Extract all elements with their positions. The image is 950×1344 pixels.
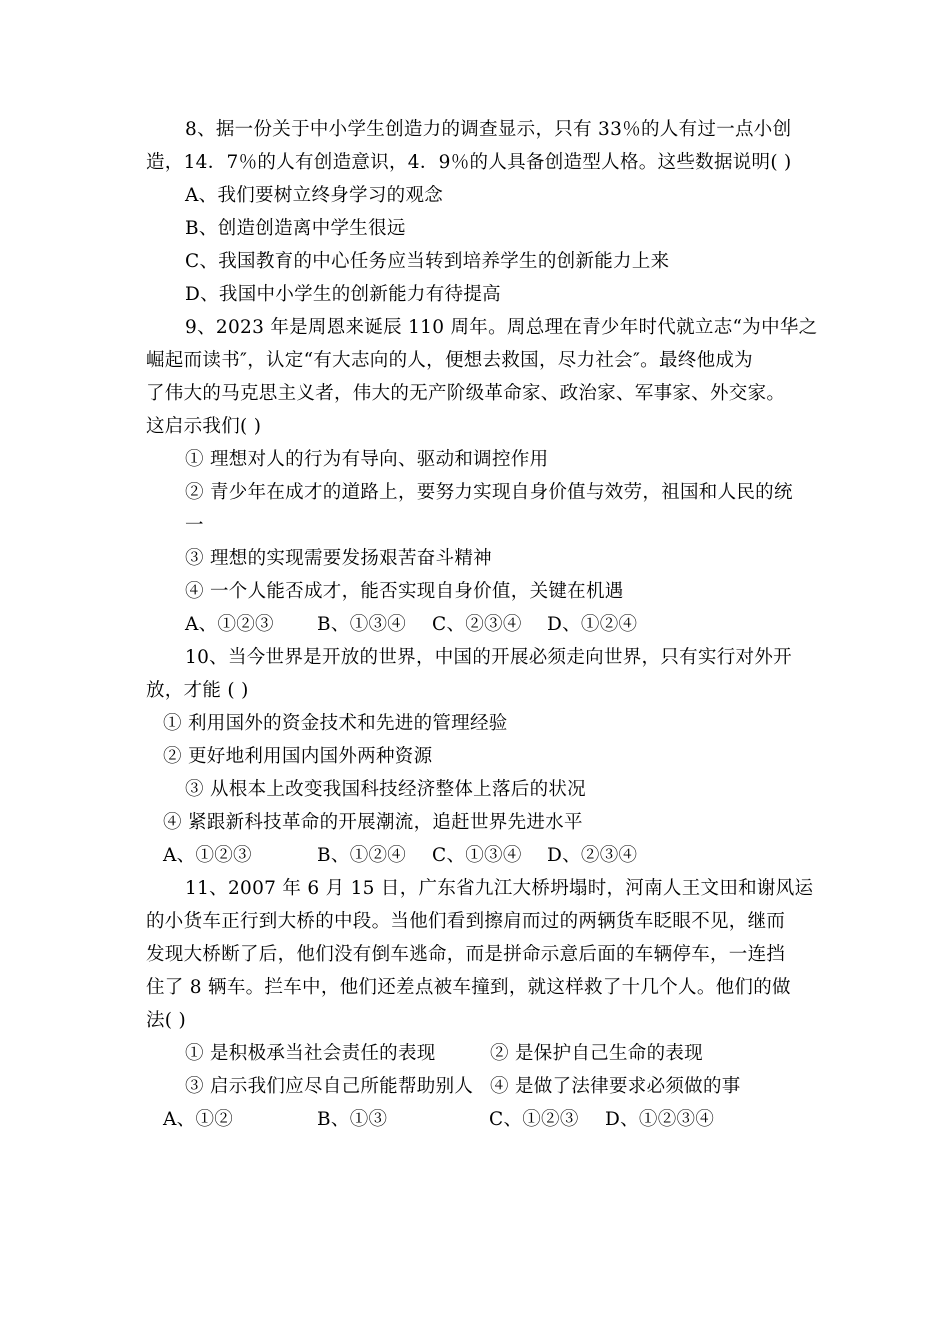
q9-stem-line-2: 崛起而读书″，认定“有大志向的人，便想去救国，尽力社会″。最终他成为 <box>146 350 753 371</box>
q10-option-a: A、①②③ <box>163 845 252 866</box>
q11-stem-line-3: 发现大桥断了后，他们没有倒车逃命，而是拼命示意后面的车辆停车，一连挡 <box>146 944 786 965</box>
q11-statement-4: ④ 是做了法律要求必须做的事 <box>490 1076 741 1097</box>
q10-option-d: D、②③④ <box>547 845 638 866</box>
q9-option-b: B、①③④ <box>317 614 407 635</box>
q11-statement-2: ② 是保护自己生命的表现 <box>490 1043 703 1064</box>
q9-statement-1: ① 理想对人的行为有导向、驱动和调控作用 <box>185 449 549 470</box>
q9-option-d: D、①②④ <box>547 614 638 635</box>
q11-statement-1: ① 是积极承当社会责任的表现 <box>185 1043 436 1064</box>
q11-option-c: C、①②③ <box>489 1109 579 1130</box>
q11-option-b: B、①③ <box>317 1109 388 1130</box>
q9-statement-4: ④ 一个人能否成才，能否实现自身价值，关键在机遇 <box>185 581 624 602</box>
q8-stem-line-1: 8、据一份关于中小学生创造力的调查显示，只有 33％的人有过一点小创 <box>185 119 792 140</box>
q9-option-a: A、①②③ <box>185 614 274 635</box>
q9-options <box>185 612 637 638</box>
q9-stem-line-1: 9、2023 年是周恩来诞辰 110 周年。周总理在青少年时代就立志“为中华之 <box>185 317 818 338</box>
q8-option-d: D、我国中小学生的创新能力有待提高 <box>185 284 501 305</box>
q11-option-d: D、①②③④ <box>605 1109 715 1130</box>
q11-options <box>163 1107 714 1133</box>
q9-statement-2-cont: 一 <box>185 515 204 536</box>
q10-statement-3: ③ 从根本上改变我国科技经济整体上落后的状况 <box>185 779 586 800</box>
q10-options <box>163 843 637 869</box>
q10-statement-4: ④ 紧跟新科技革命的开展潮流，追赶世界先进水平 <box>163 812 583 833</box>
q8-option-b: B、创造创造离中学生很远 <box>185 218 406 239</box>
q11-stem-line-1: 11、2007 年 6 月 15 日，广东省九江大桥坍塌时，河南人王文田和谢风运 <box>185 878 814 899</box>
q9-statement-3: ③ 理想的实现需要发扬艰苦奋斗精神 <box>185 548 492 569</box>
q8-stem-line-2: 造，14．7％的人有创造意识，4．9％的人具备创造型人格。这些数据说明( ) <box>146 152 792 173</box>
q11-stem-line-5: 法( ) <box>146 1010 187 1031</box>
q9-option-c: C、②③④ <box>432 614 522 635</box>
q10-stem-line-2: 放，才能 ( ) <box>146 680 249 701</box>
q11-stem-line-2: 的小货车正行到大桥的中段。当他们看到擦肩而过的两辆货车眨眼不见，继而 <box>146 911 786 932</box>
q10-option-b: B、①②④ <box>317 845 407 866</box>
q11-statements-row-2 <box>185 1074 741 1100</box>
q9-statement-2: ② 青少年在成才的道路上，要努力实现自身价值与效劳，祖国和人民的统 <box>185 482 793 503</box>
q11-statements-row-1 <box>185 1041 703 1067</box>
q9-stem-line-3: 了伟大的马克思主义者，伟大的无产阶级革命家、政治家、军事家、外交家。 <box>146 383 786 404</box>
q11-statement-3: ③ 启示我们应尽自己所能帮助别人 <box>185 1076 474 1097</box>
q8-option-a: A、我们要树立终身学习的观念 <box>185 185 444 206</box>
q10-option-c: C、①③④ <box>432 845 522 866</box>
q11-stem-line-4: 住了 8 辆车。拦车中，他们还差点被车撞到，就这样救了十几个人。他们的做 <box>146 977 791 998</box>
q10-stem-line-1: 10、当今世界是开放的世界，中国的开展必须走向世界，只有实行对外开 <box>185 647 792 668</box>
q9-stem-line-4: 这启示我们( ) <box>146 416 262 437</box>
q8-option-c: C、我国教育的中心任务应当转到培养学生的创新能力上来 <box>185 251 670 272</box>
q10-statement-2: ② 更好地利用国内国外两种资源 <box>163 746 433 767</box>
q11-option-a: A、①② <box>163 1109 234 1130</box>
q10-statement-1: ① 利用国外的资金技术和先进的管理经验 <box>163 713 508 734</box>
